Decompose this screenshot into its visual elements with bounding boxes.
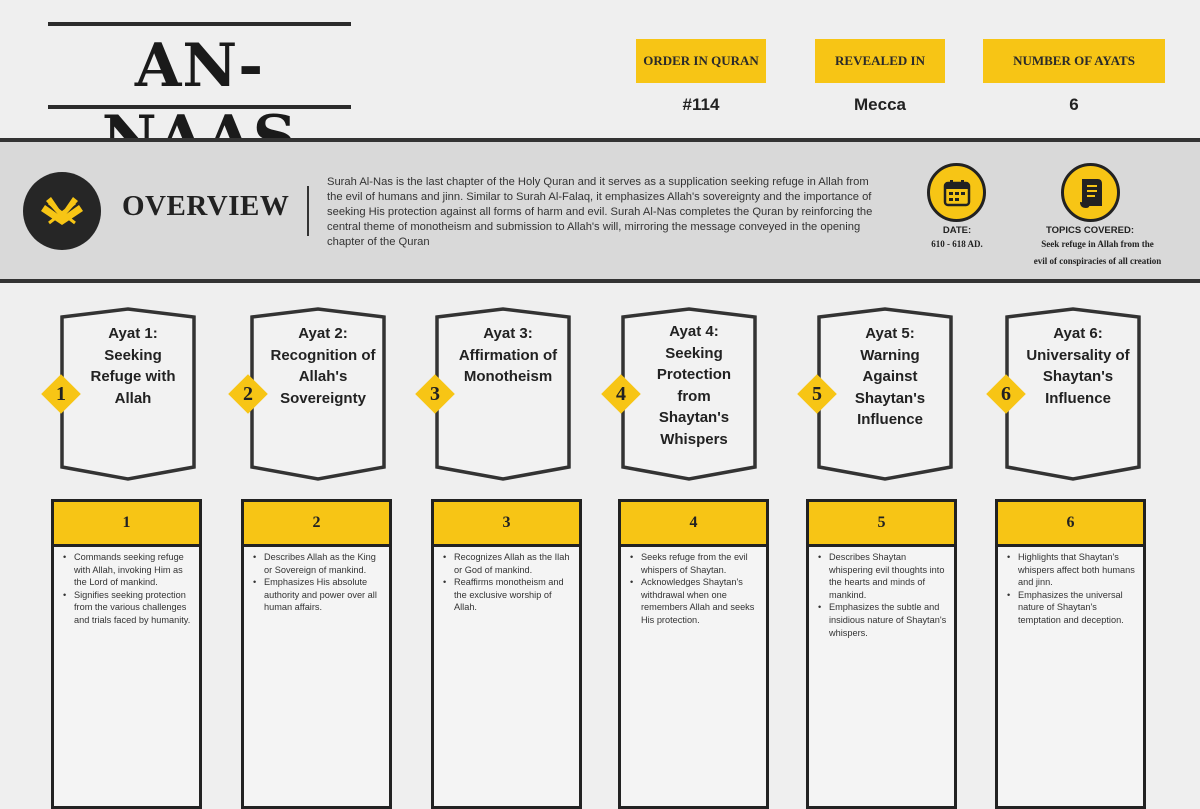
calendar-icon [927,163,986,222]
card-point: • Describes Shaytan whispering evil thoughts into the hearts and minds of mankind. [815,551,948,601]
stat-revealed [815,39,945,115]
stat-order-value: #114 [682,95,720,114]
ayat-title-6: Ayat 6: Universality of Shaytan's Influence [1026,325,1130,407]
ayat-title-2: Ayat 2: Recognition of Allah's Sovereignty [270,325,376,407]
card-point: • Emphasizes His absolute authority and power over all human affairs. [250,576,383,614]
topics-value-line2: evil of conspiracies of all creation [1033,256,1162,266]
ayat-title-4: Ayat 4: Seeking Protection from Shaytan's Whispers [656,323,732,448]
ayat-diamond-number-2: 2 [243,382,253,405]
ayat-header-2 [250,307,386,482]
overview-bottom-border [0,279,1200,283]
title-rule-top [48,22,351,26]
card-points-3 [434,547,579,614]
ayat-card-2 [241,499,392,809]
topics-label: TOPICS COVERED: [1046,225,1134,236]
title-rule-bottom [48,105,351,109]
book-icon [23,172,101,250]
card-point: • Emphasizes the subtle and insidious nature of Shaytan's whispers. [815,601,948,639]
stat-revealed-label: REVEALED IN [815,39,945,83]
surah-title: AN- [134,31,265,101]
topics-value-line1: Seek refuge in Allah from the [1041,239,1154,249]
card-number-2: 2 [244,502,389,547]
card-number-1: 1 [54,502,199,547]
card-points-1 [54,547,199,627]
date-label: DATE: [942,225,972,236]
overview-band [0,142,1200,279]
ayat-card-5 [806,499,957,809]
stat-revealed-value: Mecca [854,95,906,114]
ayat-diamond-number-3: 3 [430,382,440,405]
card-point: • Emphasizes the universal nature of Shaytan's temptation and deception. [1004,589,1137,627]
card-number-3: 3 [434,502,579,547]
card-points-6 [998,547,1143,627]
date-value: 610 - 618 AD. [931,239,983,249]
card-point: • Describes Allah as the King or Sovereign of mankind. [250,551,383,576]
scroll-icon [1061,163,1120,222]
ayat-header-5 [817,307,953,482]
card-point: • Recognizes Allah as the Ilah or God of mankind. [440,551,573,576]
ayat-card-1 [51,499,202,809]
card-point: • Reaffirms monotheism and the exclusive worship of Allah. [440,576,573,614]
overview-text: Surah Al-Nas is the last chapter of the Holy Quran and it serves as a supplication seeking refuge in Allah from the evil of humans and jinn. Similar to Surah Al-Falaq, it emphasizes Allah's sovereignty and the importance of seeking His protection against all forms of harm and evil. Surah Al-Nas completes the Quran by reinforcing the central theme of monotheism and submission to Allah's will, mirroring the message conveyed in the opening chapter of the Quran [327,176,873,248]
ayat-diamond-number-6: 6 [1001,382,1011,405]
ayat-title-5: Ayat 5: Warning Against Shaytan's Influence [854,325,926,428]
card-number-5: 5 [809,502,954,547]
ayat-title-3: Ayat 3: Affirmation of Monotheism [458,325,558,385]
overview-heading: OVERVIEW [122,190,290,222]
stat-order [636,39,766,115]
card-point: • Acknowledges Shaytan's withdrawal when one remembers Allah and seeks His protection. [627,576,760,626]
card-point: • Commands seeking refuge with Allah, invoking Him as the Lord of mankind. [60,551,193,589]
card-point: • Seeks refuge from the evil whispers of Shaytan. [627,551,760,576]
stat-ayat-count-value: 6 [1069,95,1079,114]
ayat-diamond-number-1: 1 [56,382,66,405]
card-point: • Signifies seeking protection from the various challenges and trials faced by humanity. [60,589,193,627]
ayat-card-3 [431,499,582,809]
card-points-5 [809,547,954,639]
stat-order-label: ORDER IN QURAN [636,39,766,83]
card-point: • Highlights that Shaytan's whispers affect both humans and jinn. [1004,551,1137,589]
card-number-6: 6 [998,502,1143,547]
ayat-diamond-number-4: 4 [616,382,626,405]
card-points-2 [244,547,389,614]
ayat-header-4 [621,307,757,482]
header [0,0,1200,138]
ayat-card-6 [995,499,1146,809]
ayat-diamond-number-5: 5 [812,382,822,405]
card-number-4: 4 [621,502,766,547]
overview-divider [307,186,309,236]
card-points-4 [621,547,766,627]
ayat-card-4 [618,499,769,809]
stat-ayat-count-label: NUMBER OF AYATS [983,39,1165,83]
ayat-header-3 [435,307,571,482]
ayat-title-1: Ayat 1: Seeking Refuge with Allah [90,325,176,407]
stat-ayat-count [983,39,1165,115]
